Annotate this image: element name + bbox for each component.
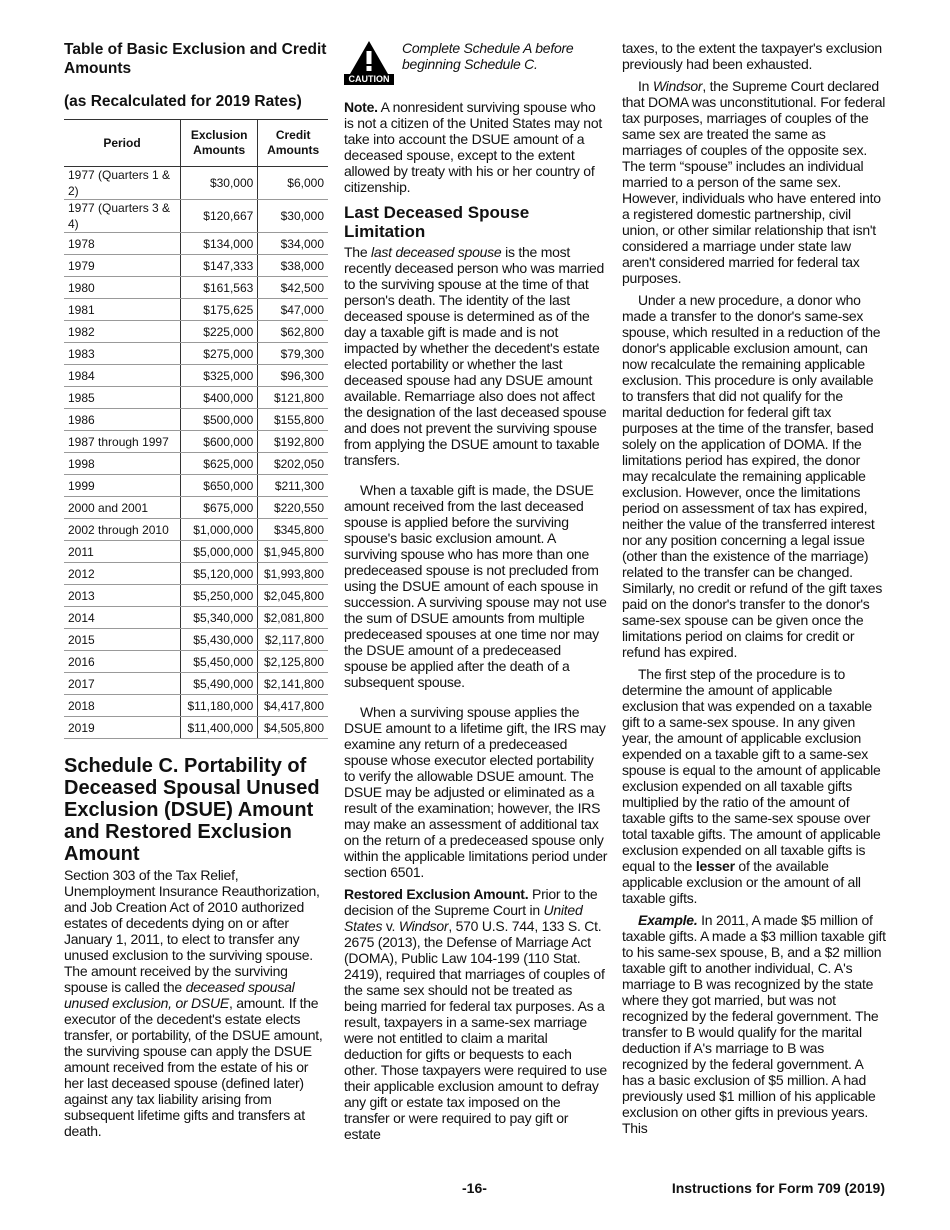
exclusion-cell: $11,400,000	[181, 717, 258, 739]
period-cell: 1979	[64, 255, 181, 277]
table-row	[64, 717, 328, 739]
header-period: Period	[64, 120, 181, 167]
last-deceased-spouse-heading: Last Deceased Spouse Limitation	[344, 203, 530, 241]
credit-cell: $2,125,800	[258, 651, 328, 673]
form-title: Instructions for Form 709 (2019)	[671, 1180, 885, 1196]
exclusion-cell: $5,000,000	[181, 541, 258, 563]
period-cell: 2015	[64, 629, 181, 651]
credit-cell: $6,000	[258, 167, 328, 200]
table-row	[64, 651, 328, 673]
table-row	[64, 519, 328, 541]
exclusion-cell: $161,563	[181, 277, 258, 299]
table-row	[64, 321, 328, 343]
period-cell: 1982	[64, 321, 181, 343]
table-row	[64, 387, 328, 409]
column-1	[64, 40, 328, 1145]
paragraph: The first step of the procedure is to determine the amount of applicable exclusion that was expended on a taxable gift to a same-sex spouse. In any given year, the amount of applicable exclusion expended on a taxable gift to a same-sex spouse is equal to the amount of applicable exclusion expended on all taxable gifts multiplied by the ratio of the amount of taxable gifts to the same-sex spouse over total taxable gifts. The amount of applicable exclusion expended on all taxable gifts is equal to the lesser of the available applicable exclusion or the amount of all taxable gifts.	[622, 666, 881, 906]
period-cell: 1981	[64, 299, 181, 321]
credit-cell: $4,417,800	[258, 695, 328, 717]
table-row	[64, 607, 328, 629]
exclusion-cell: $5,250,000	[181, 585, 258, 607]
table-row	[64, 695, 328, 717]
credit-cell: $1,945,800	[258, 541, 328, 563]
exclusion-cell: $5,430,000	[181, 629, 258, 651]
period-cell: 2014	[64, 607, 181, 629]
exclusion-cell: $5,120,000	[181, 563, 258, 585]
credit-cell: $79,300	[258, 343, 328, 365]
exclusion-cell: $134,000	[181, 233, 258, 255]
example-paragraph: Example. In 2011, A made $5 million of taxable gifts. A made a $3 million taxable gift to his same-sex spouse, B, and a $2 million taxable gift to another individual, C. A's marriage to B was recognized by the state where they got married, but was not recognized by the federal government. The transfer to B would qualify for the marital deduction if A's marriage to B was recognized by the federal government. A has a basic exclusion of $5 million. A had previously used $1 million of his applicable exclusion on other gifts in previous years. This	[622, 912, 886, 1136]
exclusion-cell: $325,000	[181, 365, 258, 387]
section-heading: Schedule C. Portability of Deceased Spousal Unused Exclusion (DSUE) Amount and Restored Exclusion Amount	[64, 755, 320, 865]
table-row	[64, 475, 328, 497]
exclusion-cell: $1,000,000	[181, 519, 258, 541]
caution-icon	[344, 40, 394, 85]
table-row	[64, 563, 328, 585]
credit-cell: $2,117,800	[258, 629, 328, 651]
period-cell: 2012	[64, 563, 181, 585]
period-cell: 2000 and 2001	[64, 497, 181, 519]
table-row	[64, 673, 328, 695]
period-cell: 2017	[64, 673, 181, 695]
header-credit: Credit Amounts	[258, 120, 328, 167]
period-cell: 1980	[64, 277, 181, 299]
period-cell: 1999	[64, 475, 181, 497]
period-cell: 1987 through 1997	[64, 431, 181, 453]
period-cell: 2002 through 2010	[64, 519, 181, 541]
credit-cell: $38,000	[258, 255, 328, 277]
period-cell: 1985	[64, 387, 181, 409]
exclusion-cell: $5,490,000	[181, 673, 258, 695]
exclusion-cell: $5,450,000	[181, 651, 258, 673]
period-cell: 1986	[64, 409, 181, 431]
table-row	[64, 409, 328, 431]
exclusion-cell: $5,340,000	[181, 607, 258, 629]
caution-note	[344, 40, 608, 85]
credit-cell: $96,300	[258, 365, 328, 387]
period-cell: 1977 (Quarters 1 & 2)	[64, 167, 181, 200]
period-cell: 1984	[64, 365, 181, 387]
table-row	[64, 255, 328, 277]
exclusion-cell: $500,000	[181, 409, 258, 431]
table-row	[64, 343, 328, 365]
table-title: Table of Basic Exclusion and Credit Amounts	[64, 41, 327, 77]
column-3	[622, 40, 886, 1142]
caution-label: CAUTION	[344, 74, 394, 85]
exclusion-cell: $225,000	[181, 321, 258, 343]
table-row	[64, 233, 328, 255]
table-row	[64, 299, 328, 321]
credit-cell: $62,800	[258, 321, 328, 343]
paragraph: In Windsor, the Supreme Court declared that DOMA was unconstitutional. For federal tax purposes, marriages of couples of the same sex are treated the same as marriages of couples of the opposite sex. The term “spouse” includes an individual married to a person of the same sex. However, individuals who have entered into a registered domestic partnership, civil union, or other similar relationship that isn't considered a marriage under state law aren't considered married for federal tax purposes.	[622, 78, 886, 286]
credit-cell: $220,550	[258, 497, 328, 519]
exclusion-cell: $675,000	[181, 497, 258, 519]
credit-cell: $202,050	[258, 453, 328, 475]
credit-cell: $30,000	[258, 200, 328, 233]
period-cell: 2019	[64, 717, 181, 739]
period-cell: 2016	[64, 651, 181, 673]
warning-triangle-icon	[349, 40, 389, 74]
credit-cell: $2,141,800	[258, 673, 328, 695]
credit-cell: $4,505,800	[258, 717, 328, 739]
exclusion-cell: $147,333	[181, 255, 258, 277]
table-row	[64, 629, 328, 651]
credit-cell: $2,081,800	[258, 607, 328, 629]
exclusion-cell: $600,000	[181, 431, 258, 453]
paragraph: When a taxable gift is made, the DSUE amount received from the last deceased spouse is applied before the surviving spouse's basic exclusion amount. A surviving spouse who has more than one predeceased spouse is not precluded from using the DSUE amount of each spouse in succession. A surviving spouse may not use the sum of DSUE amounts from multiple predeceased spouses at one time nor may the DSUE amount of a predeceased spouse be applied after the death of a subsequent spouse.	[344, 482, 607, 690]
exclusion-cell: $625,000	[181, 453, 258, 475]
paragraph: When a surviving spouse applies the DSUE amount to a lifetime gift, the IRS may examine any return of a predeceased spouse whose executor elected portability to verify the allowable DSUE amount. The DSUE may be adjusted or eliminated as a result of the examination; however, the IRS may make an assessment of additional tax on the return of a predeceased spouse only within the applicable limitations period under section 6501.	[344, 704, 608, 880]
credit-cell: $42,500	[258, 277, 328, 299]
credit-cell: $121,800	[258, 387, 328, 409]
table-row	[64, 200, 328, 233]
credit-cell: $155,800	[258, 409, 328, 431]
exclusion-cell: $120,667	[181, 200, 258, 233]
credit-cell: $47,000	[258, 299, 328, 321]
header-exclusion: Exclusion Amounts	[181, 120, 258, 167]
credit-cell: $1,993,800	[258, 563, 328, 585]
credit-cell: $192,800	[258, 431, 328, 453]
table-row	[64, 431, 328, 453]
exclusion-cell: $30,000	[181, 167, 258, 200]
period-cell: 1983	[64, 343, 181, 365]
paragraph: taxes, to the extent the taxpayer's exclusion previously had been exhausted.	[622, 40, 882, 72]
table-subtitle: (as Recalculated for 2019 Rates)	[64, 93, 302, 110]
table-row	[64, 167, 328, 200]
note-paragraph: Note. A nonresident surviving spouse who is not a citizen of the United States may not take into account the DSUE amount of a deceased spouse, except to the extent allowed by treaty with his or her country of citizenship.	[344, 99, 603, 195]
period-cell: 2018	[64, 695, 181, 717]
period-cell: 1977 (Quarters 3 & 4)	[64, 200, 181, 233]
period-cell: 1998	[64, 453, 181, 475]
credit-cell: $345,800	[258, 519, 328, 541]
table-row	[64, 541, 328, 563]
schedule-c-intro: Section 303 of the Tax Relief, Unemployment Insurance Reauthorization, and Job Creation Act of 2010 authorized estates of decedents dying on or after January 1, 2011, to elect to transfer any unused exclusion to the surviving spouse. The amount received by the surviving spouse is called the deceased spousal unused exclusion, or DSUE, amount. If the executor of the decedent's estate elects transfer, or portability, of the DSUE amount, the surviving spouse can apply the DSUE amount received from the estate of his or her last deceased spouse (defined later) against any tax liability arising from subsequent lifetime gifts and transfers at death.	[64, 867, 323, 1139]
table-row	[64, 277, 328, 299]
period-cell: 1978	[64, 233, 181, 255]
period-cell: 2011	[64, 541, 181, 563]
page-number: -16-	[462, 1180, 487, 1196]
restored-exclusion-paragraph: Restored Exclusion Amount. Prior to the decision of the Supreme Court in United States v. Windsor, 570 U.S. 744, 133 S. Ct. 2675 (2013), the Defense of Marriage Act (DOMA), Public Law 104-199 (110 Stat. 2419), required that marriages of couples of the same sex should not be treated as being married for federal tax purposes. As a result, taxpayers in a same-sex marriage were not entitled to claim a marital deduction for gifts or bequests to each other. Those taxpayers were required to use their applicable exclusion amount to defray any gift or estate tax imposed on the transfer or were required to pay gift or estate	[344, 886, 607, 1142]
exclusion-cell: $175,625	[181, 299, 258, 321]
credit-cell: $211,300	[258, 475, 328, 497]
table-row	[64, 585, 328, 607]
credit-cell: $34,000	[258, 233, 328, 255]
period-cell: 2013	[64, 585, 181, 607]
table-row	[64, 365, 328, 387]
exclusion-cell: $650,000	[181, 475, 258, 497]
paragraph: The last deceased spouse is the most recently deceased person who was married to the surviving spouse at the time of that person's death. The identity of the last deceased spouse is determined as of the day a taxable gift is made and is not impacted by whether the decedent's estate elected portability or whether the last deceased spouse had any DSUE amount available. Remarriage also does not affect the designation of the last deceased spouse and does not prevent the surviving spouse from applying the DSUE amount to taxable transfers.	[344, 244, 607, 468]
exclusion-credit-table	[64, 119, 328, 739]
credit-cell: $2,045,800	[258, 585, 328, 607]
caution-text: Complete Schedule A before beginning Schedule C.	[402, 40, 574, 72]
paragraph: Under a new procedure, a donor who made a transfer to the donor's same-sex spouse, which resulted in a reduction of the donor's applicable exclusion amount, can now recalculate the remaining applicable exclusion. This procedure is only available to transfers that did not qualify for the marital deduction for federal gift tax purposes at the time of the transfer, based solely on the application of DOMA. If the limitations period has expired, the donor may recalculate the remaining applicable exclusion. However, once the limitations period on assessment of tax has expired, neither the value of the transferred interest nor any position concerning a legal issue (other than the existence of the marriage) related to the transfer can be changed. Similarly, no credit or refund of the gift taxes paid on the donor's transfer to the donor's same-sex spouse can be given once the limitations period on claims for credit or refund has expired.	[622, 292, 883, 660]
table-row	[64, 453, 328, 475]
column-2	[344, 40, 608, 1148]
exclusion-cell: $11,180,000	[181, 695, 258, 717]
table-row	[64, 497, 328, 519]
exclusion-cell: $275,000	[181, 343, 258, 365]
exclusion-cell: $400,000	[181, 387, 258, 409]
